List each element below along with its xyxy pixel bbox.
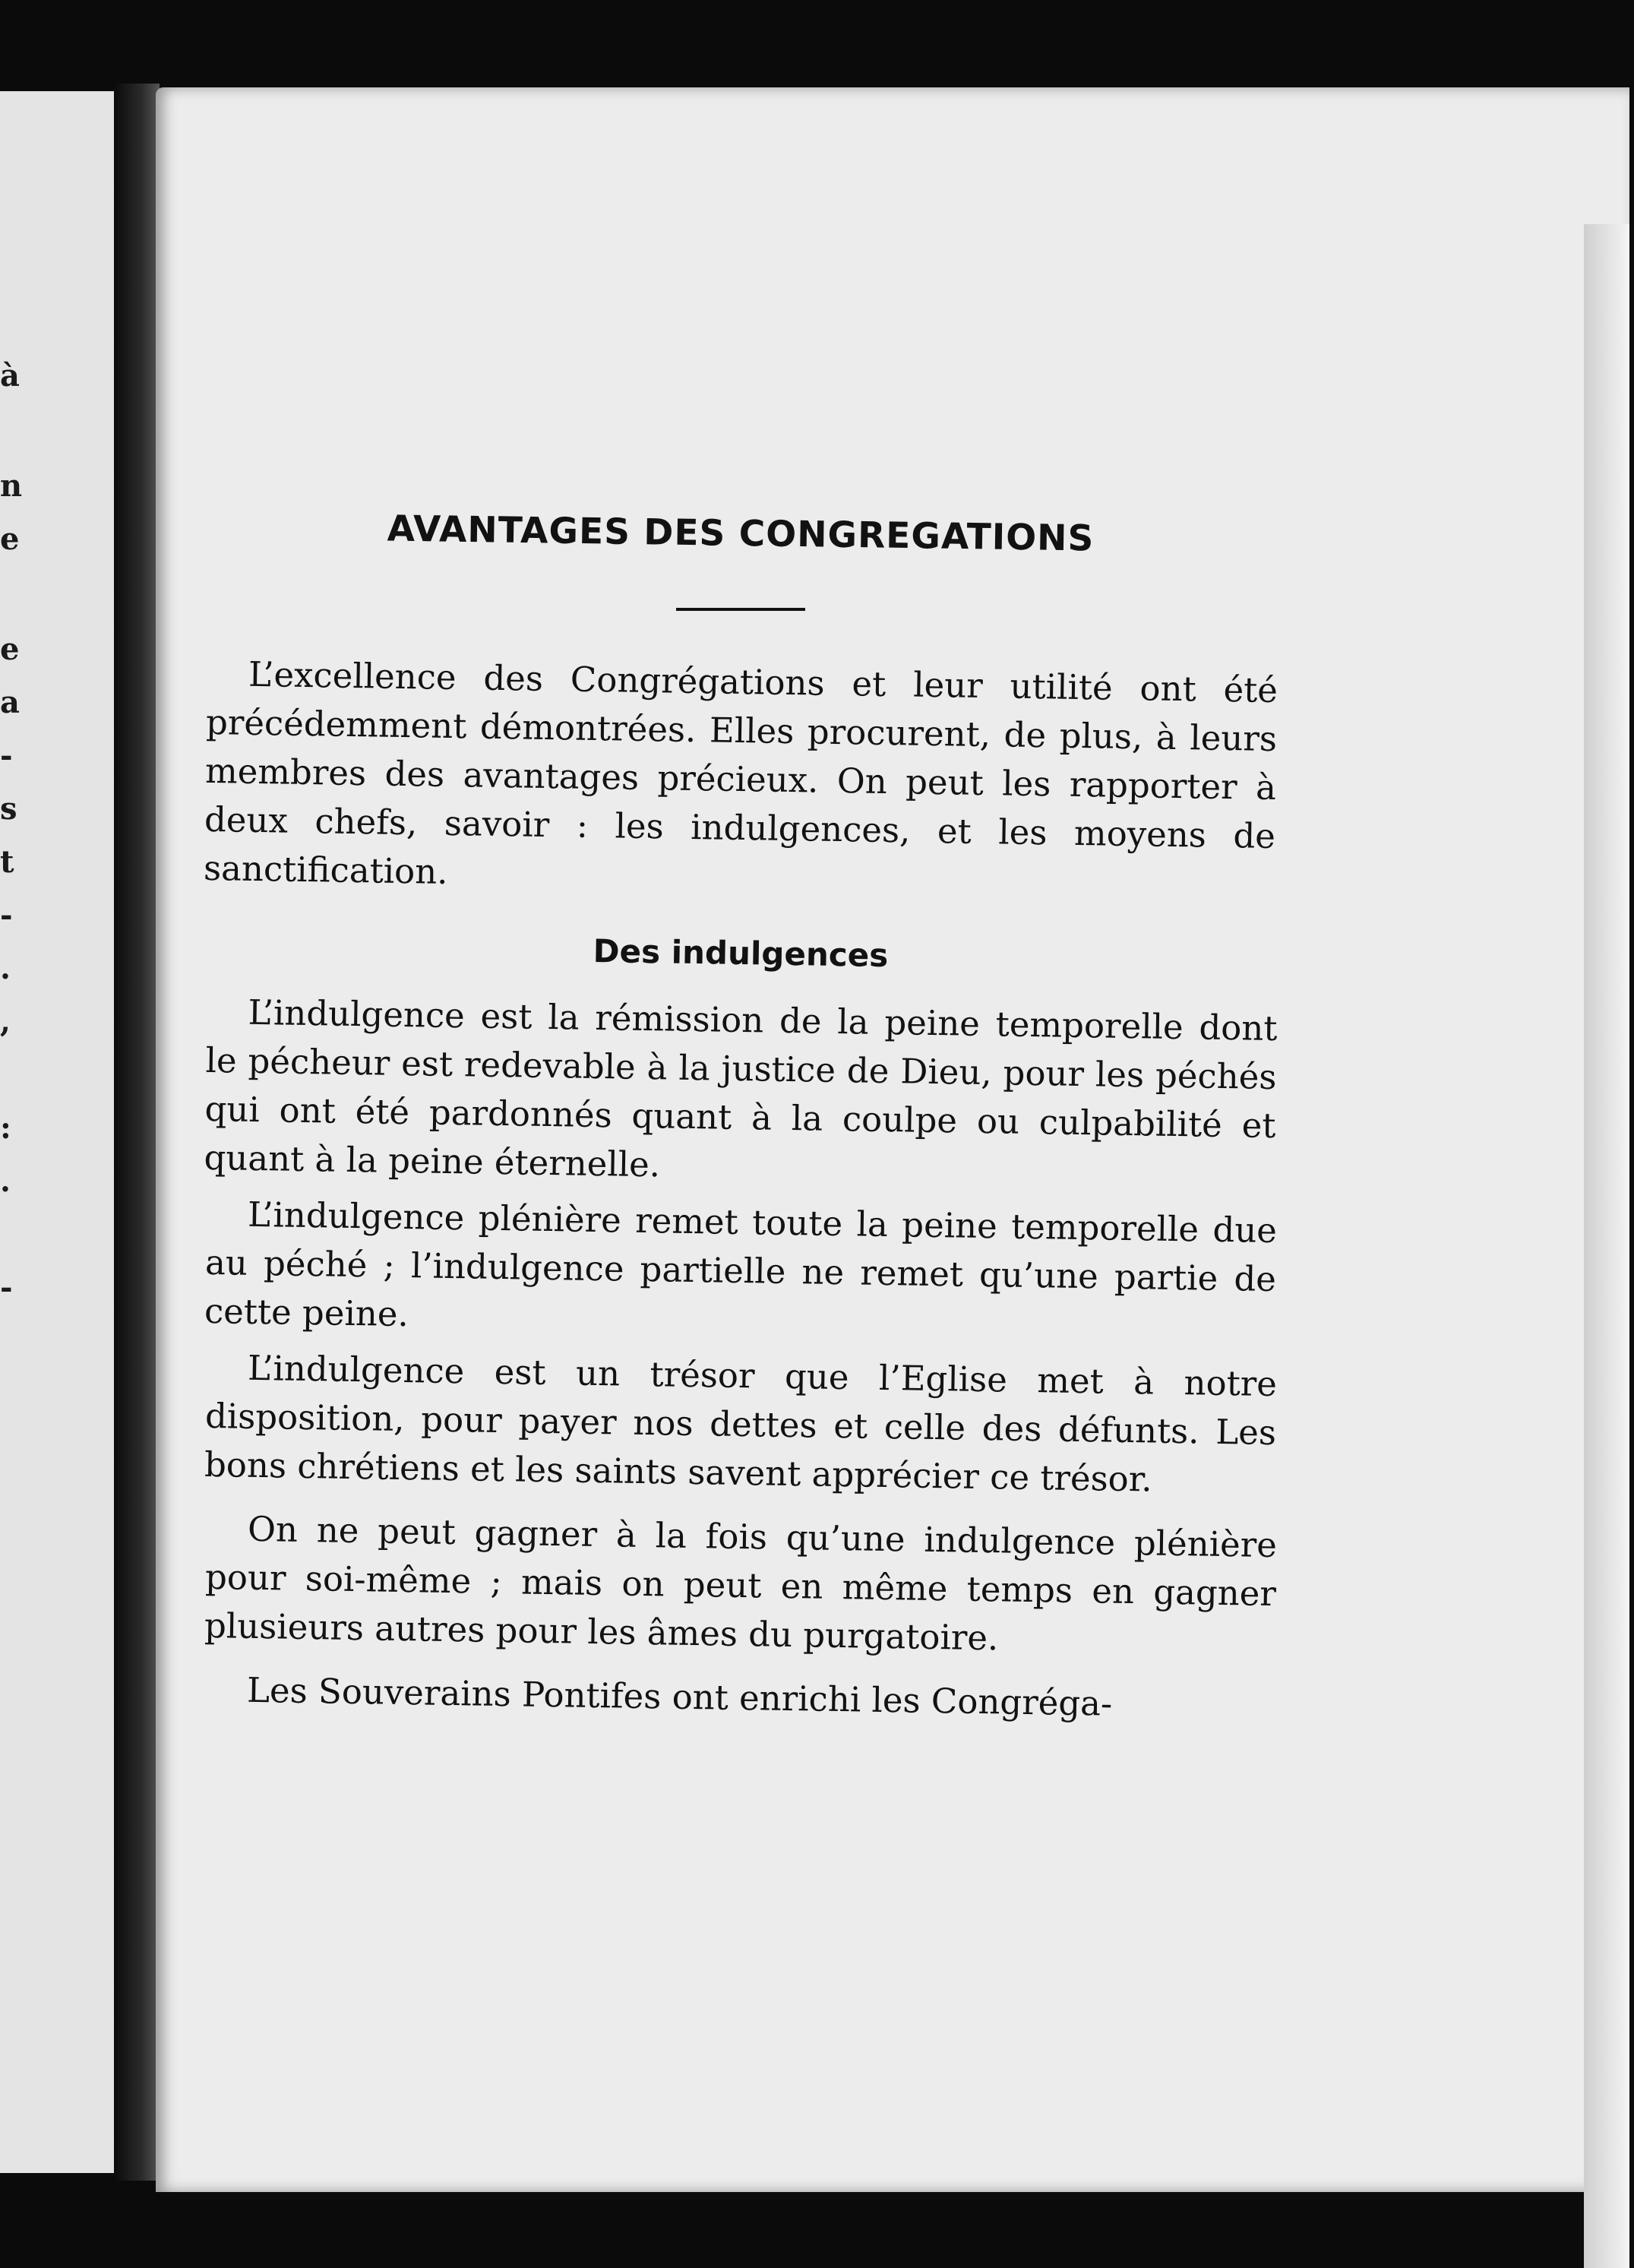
left-page-fragment: - xyxy=(0,897,13,933)
page-edge xyxy=(1584,224,1629,2268)
title-rule xyxy=(676,608,805,611)
left-page-fragment: n xyxy=(0,468,23,504)
left-page-fragment: - xyxy=(0,1270,13,1305)
body-paragraph: L’indulgence plénière remet toute la peine temporelle due au péché ; l’indulgence partielle ne remet qu’une partie de cette peine. xyxy=(204,1194,1278,1335)
left-page-fragment: e xyxy=(0,631,20,667)
body-paragraph: L’indulgence est la rémission de la peine temporelle dont le pécheur est redevable à la justice de Dieu, pour les péchés qui ont été pardonnés quant à la coulpe ou culpabilité et quant à la peine éternelle. xyxy=(204,992,1278,1185)
page-title: AVANTAGES DES CONGREGATIONS xyxy=(387,508,1095,560)
left-page-fragment: . xyxy=(0,1163,11,1199)
page-content xyxy=(205,418,1276,1722)
left-page-fragment: a xyxy=(0,685,20,720)
section-heading: Des indulgences xyxy=(593,932,889,975)
left-page xyxy=(0,91,114,2173)
left-page-fragment: . xyxy=(0,951,11,986)
left-page-fragment: à xyxy=(0,358,20,394)
body-paragraph: On ne peut gagner à la fois qu’une indulgence plénière pour soi-même ; mais on peut en même temps en gagner plusieurs autres pour les âmes du purgatoire. xyxy=(204,1508,1278,1659)
body-paragraph: Les Souverains Pontifes ont enrichi les Congréga- xyxy=(246,1669,1113,1724)
left-page-fragment: : xyxy=(0,1110,11,1146)
left-page-fragment: - xyxy=(0,738,13,773)
book-binding xyxy=(114,84,160,2181)
left-page-fragment: t xyxy=(0,844,14,880)
left-page-fragment: e xyxy=(0,521,20,557)
left-page-fragment: , xyxy=(0,1004,11,1039)
intro-paragraph: L’excellence des Congrégations et leur utilité ont été précédemment démontrées. Elles procurent, de plus, à leurs membres des avantages précieux. On peut les rapporter à deux chefs, savoir : les indulgences, et les moyens de sanctification. xyxy=(203,653,1278,892)
body-paragraph: L’indulgence est un trésor que l’Eglise met à notre disposition, pour payer nos dettes et celle des défunts. Les bons chrétiens et les saints savent apprécier ce trésor. xyxy=(204,1347,1278,1500)
left-page-fragment: s xyxy=(0,791,17,827)
